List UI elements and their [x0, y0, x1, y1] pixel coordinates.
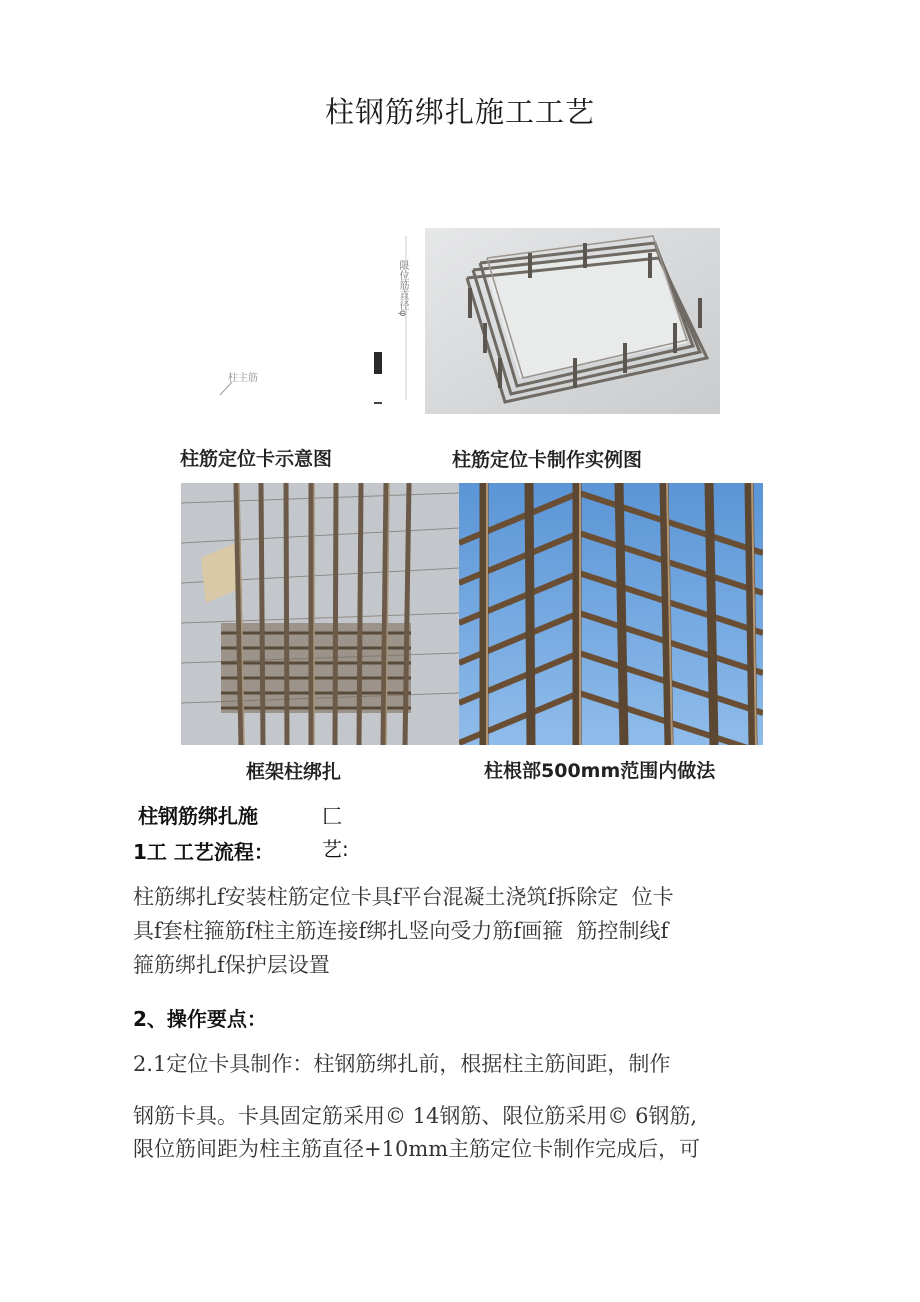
frame-column-photo — [181, 483, 459, 745]
page-title: 柱钢筋绑扎施工工艺 — [324, 95, 595, 129]
diagram-side-label: 柱主筋 — [228, 373, 258, 384]
column-root-illustration — [459, 483, 763, 745]
section-heading-line2-left: 1工 工艺流程： — [133, 840, 274, 864]
column-root-photo — [459, 483, 763, 745]
diagram-lines — [210, 230, 410, 420]
section-heading-line1-left: 柱钢筋绑扎施 — [138, 804, 258, 828]
caption-column-root: 柱根部500mm范围内做法 — [484, 760, 716, 782]
process-flow-line1: 柱筋绑扎f安装柱筋定位卡具f平台混凝土浇筑f拆除定 位卡 — [133, 885, 674, 909]
diagram-vertical-label: 限位筋直径φ — [397, 260, 408, 317]
column-rebar-illustration — [181, 483, 459, 745]
process-flow-line3: 箍筋绑扎f保护层设置 — [133, 953, 330, 977]
rebar-frame-illustration — [425, 228, 720, 414]
operation-heading: 2、操作要点： — [133, 1007, 267, 1031]
section-heading-line1-right: 匚 — [322, 804, 342, 828]
process-flow-line2: 具f套柱箍筋f柱主筋连接f绑扎竖向受力筋f画箍 筋控制线f — [133, 919, 669, 943]
caption-frame-photo: 柱筋定位卡制作实例图 — [452, 449, 643, 471]
operation-item-2-1: 2.1定位卡具制作：柱钢筋绑扎前，根据柱主筋间距，制作 — [133, 1052, 671, 1076]
operation-line3: 限位筋间距为柱主筋直径+10mm主筋定位卡制作完成后，可 — [133, 1137, 701, 1161]
caption-diagram: 柱筋定位卡示意图 — [180, 448, 333, 470]
caption-frame-column: 框架柱绑扎 — [246, 761, 342, 783]
operation-line2: 钢筋卡具。卡具固定筋采用© 14钢筋、限位筋采用© 6钢筋, — [133, 1104, 698, 1128]
positioning-card-photo — [425, 228, 720, 414]
positioning-card-diagram — [210, 230, 410, 420]
section-heading-line2-right: 艺: — [322, 837, 349, 861]
